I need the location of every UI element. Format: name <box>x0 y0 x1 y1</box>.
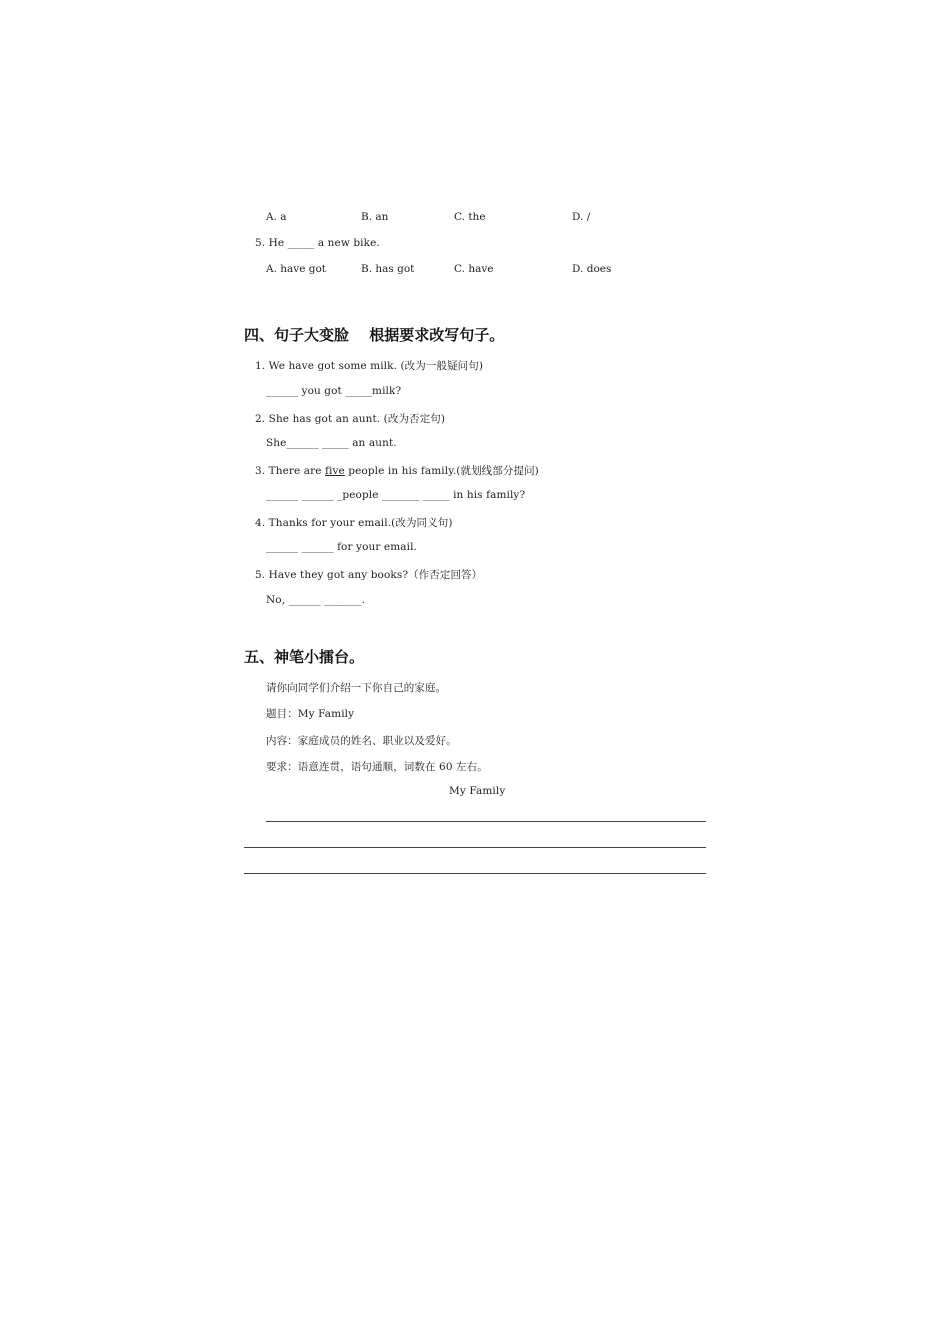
underlined-word: five <box>325 465 345 477</box>
q4-option-b: B. an <box>361 211 389 223</box>
q5-option-b: B. has got <box>361 263 415 275</box>
s5-essay-title: My Family <box>449 785 506 797</box>
s4-item2-question: 2. She has got an aunt. (改为否定句) <box>255 413 446 425</box>
q5-stem: 5. He _____ a new bike. <box>255 237 380 249</box>
s4-item2-answer: She______ _____ an aunt. <box>266 437 397 449</box>
writing-line[interactable] <box>244 847 706 848</box>
s4-item5-question: 5. Have they got any books?（作否定回答） <box>255 569 483 581</box>
writing-line[interactable] <box>244 873 706 874</box>
q5-option-a: A. have got <box>266 263 327 275</box>
writing-line[interactable] <box>266 821 706 822</box>
section5-title: 五、神笔小擂台。 <box>244 648 365 666</box>
q5-option-d: D. does <box>572 263 612 275</box>
s4-item3-answer: ______ ______ _people _______ _____ in his family? <box>266 489 526 501</box>
s4-item4-answer: ______ ______ for your email. <box>266 541 417 553</box>
s4-item1-question: 1. We have got some milk. (改为一般疑问句) <box>255 360 484 372</box>
s4-item1-answer: ______ you got _____milk? <box>266 385 402 397</box>
q4-option-a: A. a <box>266 211 287 223</box>
s5-content: 内容：家庭成员的姓名、职业以及爱好。 <box>266 735 457 747</box>
s5-requirement: 要求：语意连贯，语句通顺，词数在 60 左右。 <box>266 761 488 773</box>
q4-option-c: C. the <box>454 211 486 223</box>
section4-title: 四、句子大变脸 根据要求改写句子。 <box>244 326 505 344</box>
q4-option-d: D. / <box>572 211 591 223</box>
s4-item4-question: 4. Thanks for your email.(改为同义句) <box>255 517 453 529</box>
q5-option-c: C. have <box>454 263 494 275</box>
s5-topic: 题目：My Family <box>266 708 355 720</box>
s4-item5-answer: No, ______ _______. <box>266 594 366 606</box>
s4-item3-question: 3. There are five people in his family.(就划线部分提问) <box>255 465 539 477</box>
s5-prompt: 请你向同学们介绍一下你自己的家庭。 <box>266 682 447 694</box>
